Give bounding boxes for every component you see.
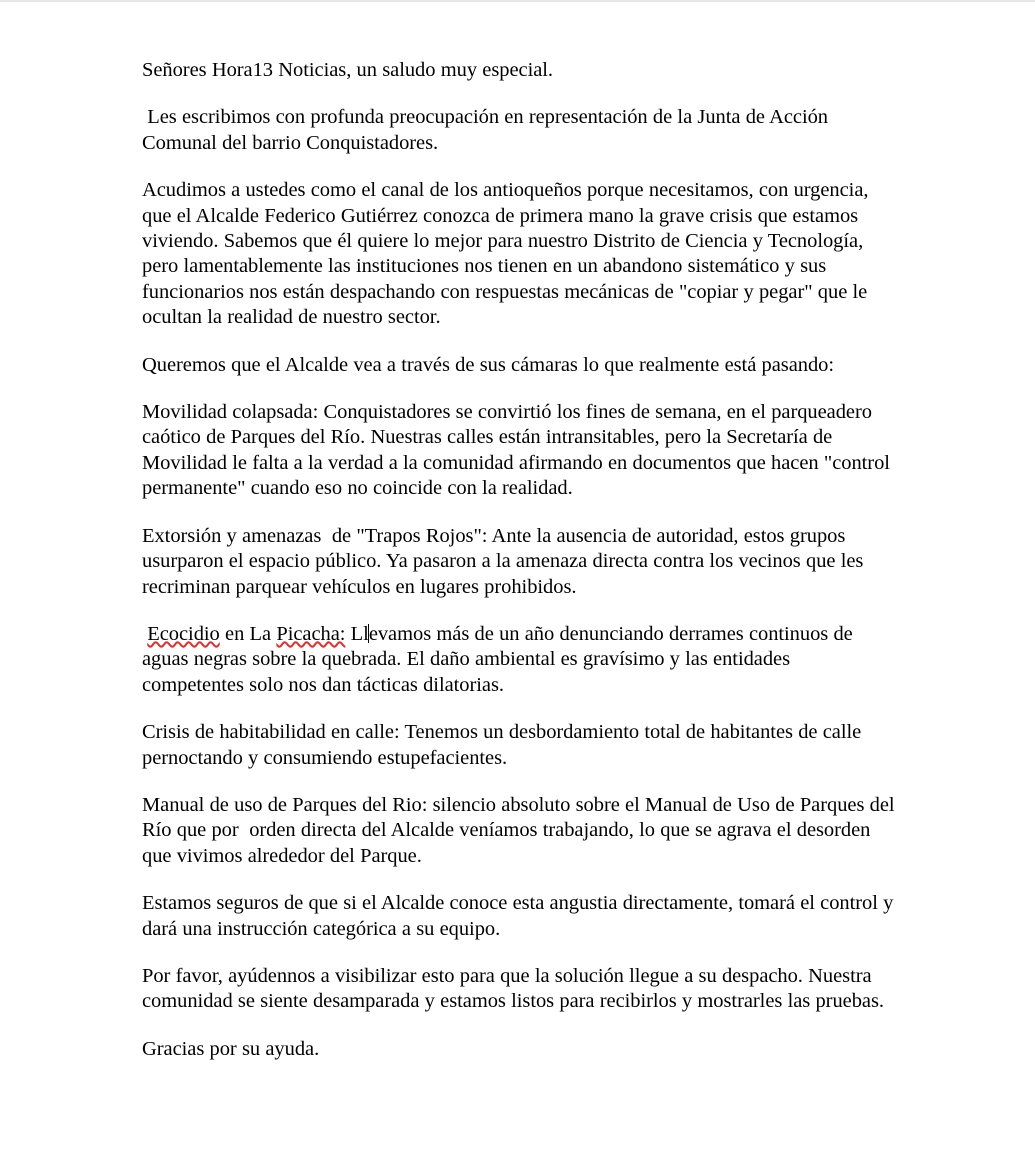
misspelled-word[interactable]: Picacha: bbox=[276, 622, 346, 645]
paragraph-issue-manual: Manual de uso de Parques del Rio: silencio absoluto sobre el Manual de Uso de Parques del Río que por orden directa del Alcalde veníamos trabajando, lo que se agrava el desorden que vivimos alrededor del Parque. bbox=[142, 793, 900, 867]
paragraph-issue-mobility: Movilidad colapsada: Conquistadores se convirtió los fines de semana, en el parqueadero caótico de Parques del Río. Nuestras calles están intransitables, pero la Secretaría de Movilidad le falta a la verdad a la comunidad afirmando en documentos que hacen "control permanente" cuando eso no coincide con la realidad. bbox=[142, 401, 896, 500]
document-text-body[interactable] bbox=[142, 58, 900, 1062]
paragraph-context: Acudimos a ustedes como el canal de los antioqueños porque necesitamos, con urgencia, que el Alcalde Federico Gutiérrez conozca de primera mano la grave crisis que estamos viviendo. Sabemos que él quiere lo mejor para nuestro Distrito de Ciencia y Tecnología, pero lamentablemente las instituciones nos tienen en un abandono sistemático y sus funcionarios nos están despachando con respuestas mecánicas de "copiar y pegar" que le ocultan la realidad de nuestro sector. bbox=[142, 179, 874, 329]
paragraph-text-run: en La bbox=[219, 622, 277, 645]
paragraph-plea: Por favor, ayúdennos a visibilizar esto para que la solución llegue a su despacho. Nuestra comunidad se siente desamparada y estamos listos para recibirlos y mostrarles las pruebas. bbox=[142, 964, 884, 1013]
paragraph-greeting: Señores Hora13 Noticias, un saludo muy especial. bbox=[142, 59, 553, 81]
paragraph-issue-homelessness: Crisis de habitabilidad en calle: Tenemos un desbordamiento total de habitantes de calle pernoctando y consumiendo estupefacientes. bbox=[142, 721, 867, 769]
paragraph-issue-ecocide bbox=[142, 622, 897, 698]
paragraph-text-run: evamos más de un año denunciando derrames continuos de aguas negras sobre la quebrada. El daño ambiental es gravísimo y las entidades competentes solo nos dan tácticas dilatorias. bbox=[142, 622, 859, 696]
misspelled-word[interactable]: Ecocidio bbox=[147, 622, 220, 645]
paragraph-assurance: Estamos seguros de que si el Alcalde conoce esta angustia directamente, tomará el control y dará una instrucción categórica a su equipo. bbox=[142, 892, 899, 940]
paragraph-intro: Les escribimos con profunda preocupación en representación de la Junta de Acción Comunal del barrio Conquistadores. bbox=[142, 106, 834, 154]
paragraph-issue-extortion: Extorsión y amenazas de "Trapos Rojos": Ante la ausencia de autoridad, estos grupos usurparon el espacio público. Ya pasaron a la amenaza directa contra los vecinos que les recriminan parquear vehículos en lugares prohibidos. bbox=[142, 524, 869, 598]
paragraph-request-visibility: Queremos que el Alcalde vea a través de sus cámaras lo que realmente está pasando: bbox=[142, 353, 834, 376]
paragraph-text-run: Ll bbox=[345, 622, 369, 645]
paragraph-closing: Gracias por su ayuda. bbox=[142, 1037, 320, 1060]
